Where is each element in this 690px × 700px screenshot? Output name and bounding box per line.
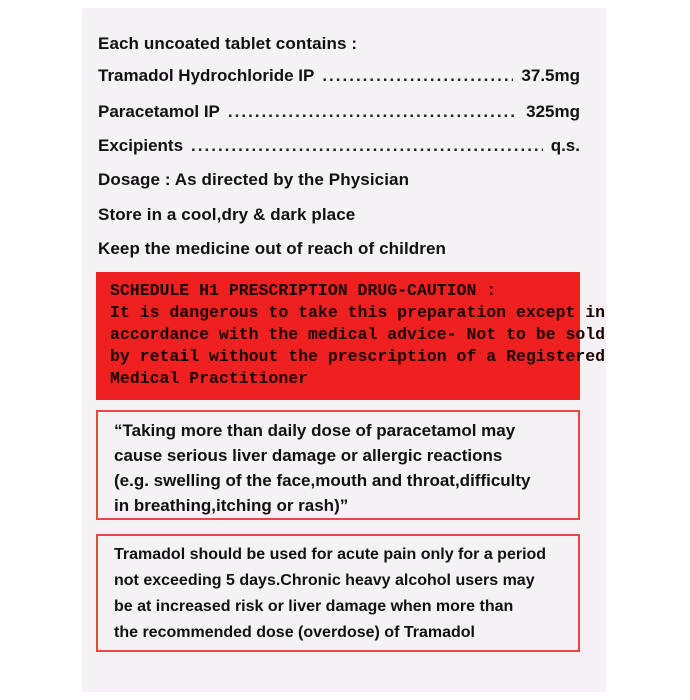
storage-text: Store in a cool,dry & dark place [98,205,356,224]
schedule-line: accordance with the medical advice- Not to be sold [110,325,606,344]
warning-line: “Taking more than daily dose of paracetamol may [114,421,516,440]
ingredient-row-paracetamol [98,102,580,122]
warning-line: Tramadol should be used for acute pain only for a period [114,546,547,563]
ingredient-amount: 37.5mg [521,66,580,85]
paracetamol-warning-box [96,410,580,520]
warning-line: (e.g. swelling of the face,mouth and throat,difficulty [114,471,531,490]
composition-heading: Each uncoated tablet contains : [98,34,358,53]
ingredient-name: Tramadol Hydrochloride IP [98,66,315,85]
schedule-h1-warning [96,272,606,400]
schedule-line: It is dangerous to take this preparation except in [110,303,606,322]
keep-away-text: Keep the medicine out of reach of children [98,239,447,258]
warning-line: the recommended dose (overdose) of Tramadol [114,624,475,641]
warning-line: cause serious liver damage or allergic reactions [114,446,503,465]
schedule-line: Medical Practitioner [110,369,309,388]
ingredient-row-excipients [98,136,580,156]
schedule-line: by retail without the prescription of a Registered [110,347,606,366]
warning-line: not exceeding 5 days.Chronic heavy alcohol users may [114,572,535,589]
ingredient-row-tramadol [98,66,580,86]
leader-dots [228,102,518,122]
schedule-line: SCHEDULE H1 PRESCRIPTION DRUG-CAUTION : [110,281,497,300]
ingredient-name: Paracetamol IP [98,102,220,121]
ingredient-name: Excipients [98,136,184,155]
ingredient-amount: 325mg [526,102,580,121]
warning-line: be at increased risk or liver damage when more than [114,598,514,615]
leader-dots [322,66,513,86]
ingredient-amount: q.s. [550,136,580,155]
leader-dots [191,136,543,156]
tramadol-warning-box [96,534,580,652]
warning-line: in breathing,itching or rash)” [114,496,349,515]
dosage-text: Dosage : As directed by the Physician [98,170,410,189]
